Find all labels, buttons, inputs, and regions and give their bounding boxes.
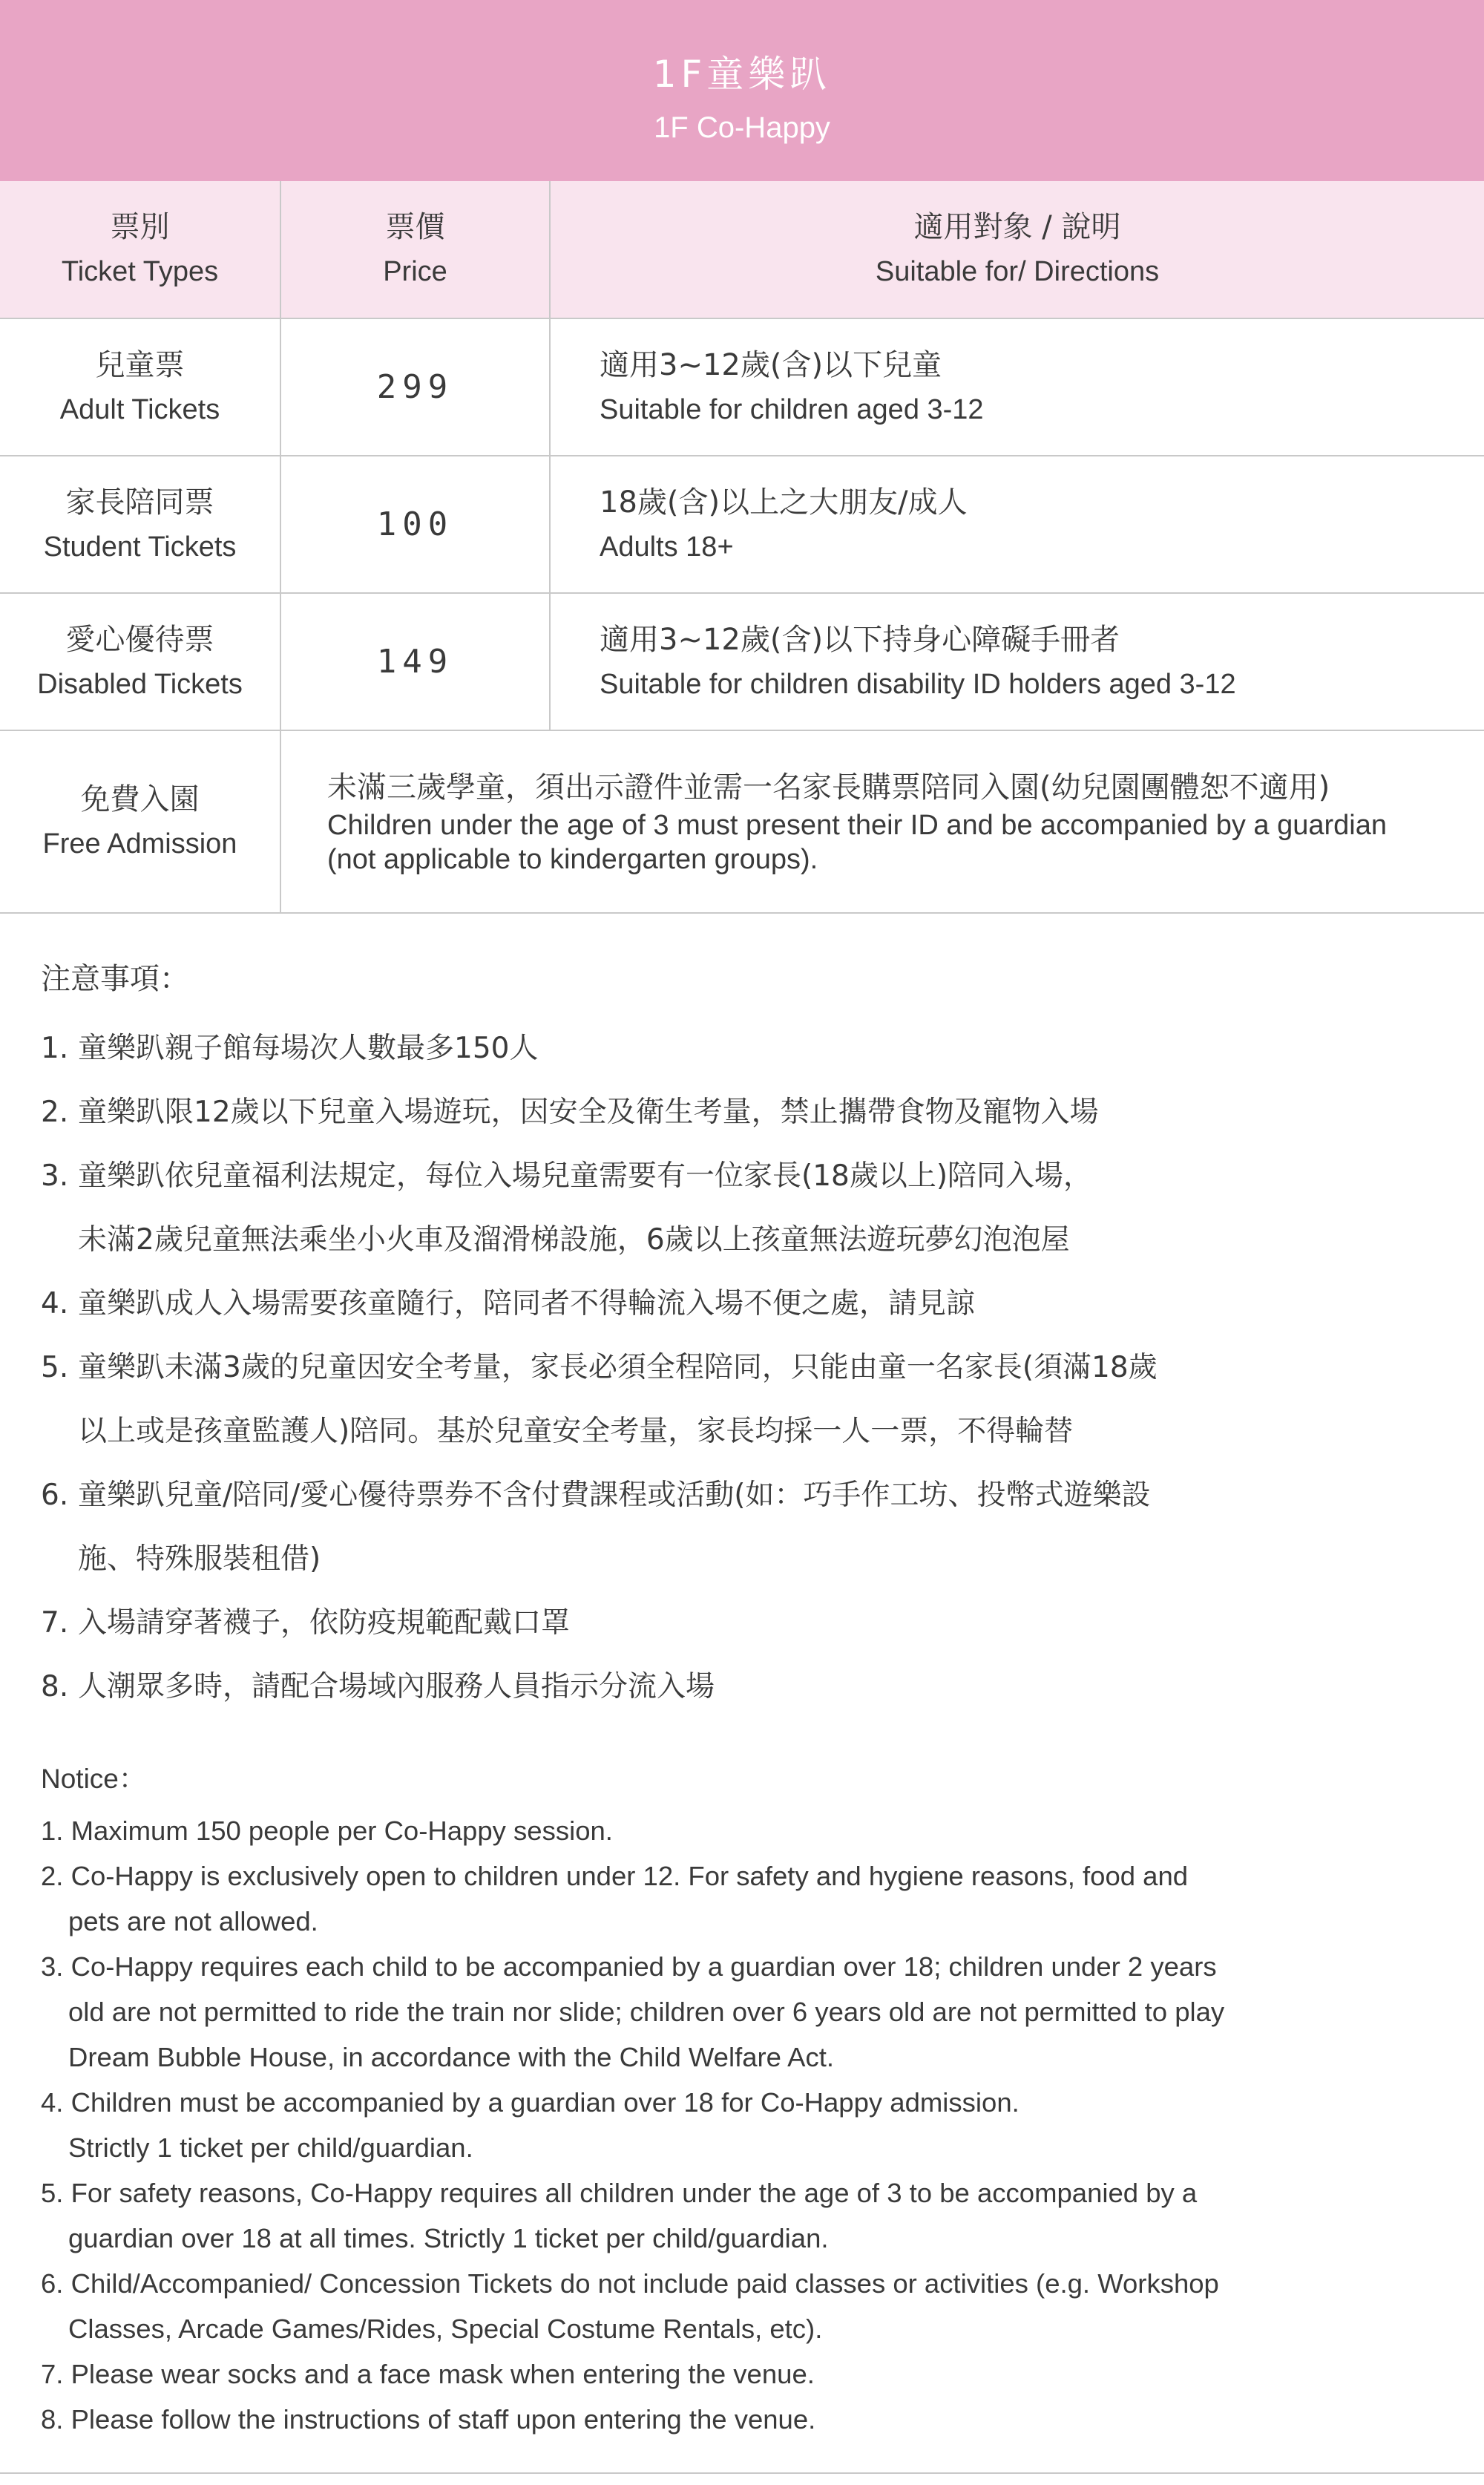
notice-text: 童樂趴限12歲以下兒童入場遊玩，因安全及衛生考量，禁止攜帶食物及寵物入場 — [78, 1096, 1099, 1129]
directions-en: Adults 18+ — [600, 531, 734, 563]
directions-cell — [550, 456, 1484, 593]
notice-text: 童樂趴依兒童福利法規定，每位入場兒童需要有一位家長(18歲以上)陪同入場， — [78, 1159, 1093, 1193]
free-admission-zh: 未滿三歲學童，須出示證件並需一名家長購票陪同入園(幼兒園團體恕不適用) — [327, 770, 1330, 805]
notice-item-zh-continued: 未滿2歲兒童無法乘坐小火車及溜滑梯設施，6歲以上孩童無法遊玩夢幻泡泡屋 — [78, 1223, 1070, 1257]
notice-item-zh — [41, 1655, 1451, 1719]
directions-en: Suitable for children aged 3-12 — [600, 393, 984, 425]
table-row — [0, 456, 1484, 593]
ticket-type-en: Adult Tickets — [59, 393, 220, 425]
free-admission-en-line-1: Children under the age of 3 must present their ID and be accompanied by a guardian — [327, 810, 1388, 841]
header-title-en: 1F Co-Happy — [654, 111, 830, 144]
header-cell-price — [280, 181, 550, 318]
header-label-en: Suitable for/ Directions — [875, 256, 1160, 287]
page-header — [0, 0, 1484, 181]
notice-item-en-continued: Classes, Arcade Games/Rides, Special Costume Rentals, etc). — [68, 2314, 823, 2344]
header-label-en: Price — [383, 256, 447, 287]
notice-number: 7. — [41, 1606, 69, 1640]
notice-text: 入場請穿著襪子，依防疫規範配戴口罩 — [78, 1606, 571, 1640]
notice-number: 4. — [41, 1287, 69, 1320]
notice-number: 6. — [41, 1479, 69, 1512]
notice-item-zh — [41, 1336, 1451, 1400]
directions-zh: 適用3~12歲(含)以下兒童 — [600, 347, 942, 382]
directions-cell — [550, 318, 1484, 456]
notice-section-en — [41, 1761, 1451, 2442]
notice-item-en-continued: pets are not allowed. — [68, 1906, 318, 1936]
directions-cell — [550, 593, 1484, 730]
ticket-type-cell — [0, 456, 280, 593]
ticket-price: 299 — [376, 368, 454, 406]
header-cell-ticket-type — [0, 181, 280, 318]
ticket-type-en: Disabled Tickets — [37, 668, 243, 700]
notice-item-zh — [41, 1272, 1451, 1336]
ticket-price-table — [0, 181, 1484, 914]
notice-text: 童樂趴成人入場需要孩童隨行，陪同者不得輪流入場不便之處，請見諒 — [78, 1287, 976, 1320]
notice-item-zh — [41, 1081, 1451, 1145]
notice-item-en: 4. Children must be accompanied by a guardian over 18 for Co-Happy admission. — [41, 2087, 1020, 2118]
directions-zh: 適用3~12歲(含)以下持身心障礙手冊者 — [600, 622, 1120, 657]
price-cell — [280, 318, 550, 456]
ticket-type-zh: 兒童票 — [95, 347, 185, 382]
ticket-type-cell — [0, 730, 280, 913]
header-title-zh: 1F童樂趴 — [652, 53, 832, 96]
notice-item-en: 7. Please wear socks and a face mask when entering the venue. — [41, 2359, 815, 2389]
notice-item-en-continued: Dream Bubble House, in accordance with the Child Welfare Act. — [68, 2042, 834, 2072]
ticket-type-cell — [0, 318, 280, 456]
notice-item-zh — [41, 1145, 1451, 1208]
notice-item-zh — [41, 1464, 1451, 1528]
price-cell — [280, 593, 550, 730]
table-row — [0, 593, 1484, 730]
notice-text: 童樂趴兒童/陪同/愛心優待票券不含付費課程或活動(如：巧手作工坊、投幣式遊樂設 — [78, 1479, 1151, 1512]
notice-item-en: 1. Maximum 150 people per Co-Happy session. — [41, 1816, 613, 1846]
table-header-row — [0, 181, 1484, 318]
notice-number: 5. — [41, 1351, 69, 1384]
free-admission-en-line-2: (not applicable to kindergarten groups). — [327, 844, 818, 875]
notice-item-en-continued: old are not permitted to ride the train nor slide; children over 6 years old are not permitted to play — [68, 1997, 1225, 2027]
notice-item-en: 6. Child/Accompanied/ Concession Tickets do not include paid classes or activities (e.g. Workshop — [41, 2268, 1219, 2299]
price-cell — [280, 456, 550, 593]
ticket-type-cell — [0, 593, 280, 730]
notice-item-en: 8. Please follow the instructions of staff upon entering the venue. — [41, 2404, 816, 2435]
notice-item-zh — [41, 1017, 1451, 1081]
notice-item-en-continued: Strictly 1 ticket per child/guardian. — [68, 2132, 473, 2163]
ticket-price: 100 — [376, 505, 454, 543]
ticket-price: 149 — [376, 643, 454, 681]
notice-item-en: 3. Co-Happy requires each child to be accompanied by a guardian over 18; children under 2 years — [41, 1951, 1217, 1982]
header-cell-directions — [550, 181, 1484, 318]
ticket-type-zh: 免費入園 — [80, 782, 200, 816]
notice-text: 童樂趴未滿3歲的兒童因安全考量，家長必須全程陪同，只能由童一名家長(須滿18歲 — [78, 1351, 1158, 1384]
ticket-type-en: Free Admission — [42, 828, 237, 860]
notice-title-zh: 注意事項： — [41, 962, 189, 996]
notice-number: 1. — [41, 1032, 69, 1065]
directions-en: Suitable for children disability ID holders aged 3-12 — [600, 668, 1236, 700]
notice-number: 3. — [41, 1159, 69, 1193]
notice-item-en: 2. Co-Happy is exclusively open to children under 12. For safety and hygiene reasons, food and — [41, 1861, 1189, 1891]
ticket-type-en: Student Tickets — [43, 531, 237, 563]
notice-item-en-continued: guardian over 18 at all times. Strictly 1 ticket per child/guardian. — [68, 2223, 829, 2253]
notice-item-en: 5. For safety reasons, Co-Happy requires all children under the age of 3 to be accompanied by a — [41, 2178, 1198, 2208]
directions-zh: 18歲(含)以上之大朋友/成人 — [600, 485, 968, 520]
table-row-free-admission — [0, 730, 1484, 913]
header-label-en: Ticket Types — [61, 256, 219, 287]
header-label-zh: 適用對象 / 說明 — [913, 210, 1121, 244]
notice-section-zh — [41, 960, 1451, 1719]
notice-number: 2. — [41, 1096, 69, 1129]
notice-item-zh-continued: 施、特殊服裝租借) — [78, 1542, 321, 1576]
ticket-type-zh: 愛心優待票 — [65, 622, 214, 657]
table-row — [0, 318, 1484, 456]
bottom-divider — [0, 2472, 1484, 2474]
notice-item-zh-continued: 以上或是孩童監護人)陪同。基於兒童安全考量，家長均採一人一票，不得輪替 — [78, 1415, 1074, 1448]
notice-number: 8. — [41, 1670, 69, 1703]
free-admission-directions-cell — [280, 730, 1484, 913]
ticket-type-zh: 家長陪同票 — [65, 485, 214, 520]
notice-title-en: Notice： — [41, 1764, 146, 1794]
notice-text: 人潮眾多時，請配合場域內服務人員指示分流入場 — [78, 1670, 715, 1703]
header-label-zh: 票價 — [385, 210, 445, 244]
notice-item-zh — [41, 1591, 1451, 1655]
header-label-zh: 票別 — [110, 210, 170, 244]
notice-text: 童樂趴親子館每場次人數最多150人 — [78, 1032, 539, 1065]
